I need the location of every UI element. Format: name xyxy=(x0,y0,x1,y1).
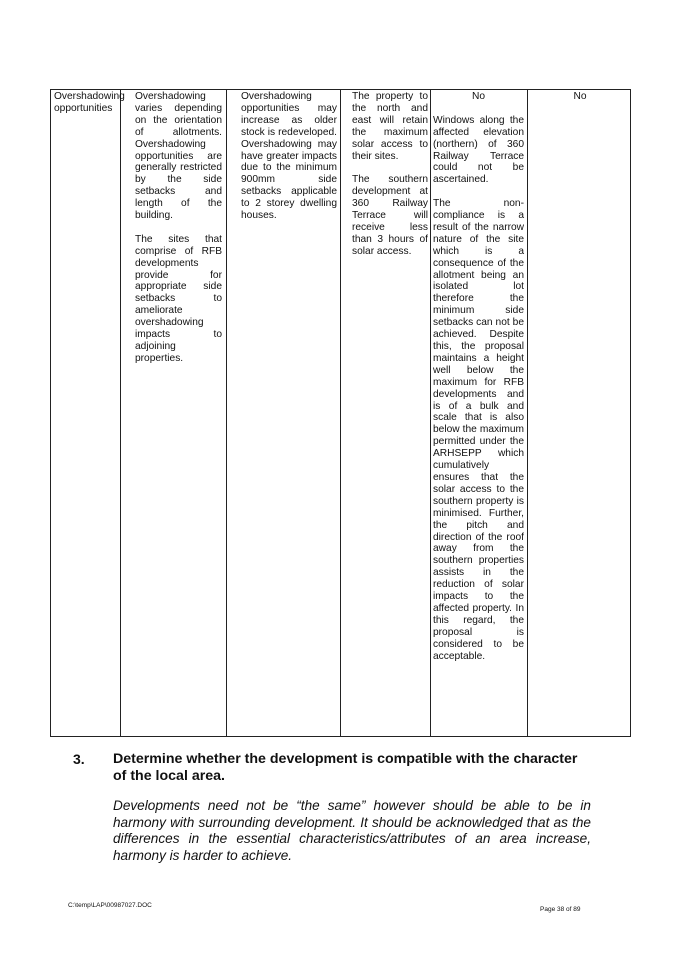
compliance-text-2: The non-compliance is a result of the narrow nature of the site which is a consequence of the allotment being an isolated lot therefore the minimum side setbacks can not be achieved. Despite this, the proposal maintains a height well below the maximum for RFB developments and is of a bulk and scale that is also below the maximum permitted under the ARHSEPP which cumulatively ensures that the solar access to the southern property is minimised. Further, the pitch and direction of the roof away from the southern properties assists in the reduction of solar impacts to the affected property. In this regard, the proposal is considered to be acceptable. xyxy=(433,198,524,662)
future-text: Overshadowing opportunities may increase as older stock is redeveloped. Overshadowing may have greater impacts due to the minimum 900mm side setbacks applicable to 2 storey dwelling houses. xyxy=(241,91,337,222)
column-divider xyxy=(226,90,227,736)
footer-page-number: Page 38 of 89 xyxy=(540,906,581,913)
column-divider xyxy=(527,90,528,736)
character-cell xyxy=(135,91,222,377)
section-body: Developments need not be “the same” however should be able to be in harmony with surrounding development. It should be acknowledged that as the differences in the essential characteristics/attributes of an area increase, harmony is harder to achieve. xyxy=(113,798,591,863)
assessment-table xyxy=(50,89,631,737)
final-text: No xyxy=(573,91,587,102)
character-text-1: Overshadowing varies depending on the orientation of allotments. Overshadowing opportunities are generally restricted by the side setbacks and length of the building. xyxy=(135,91,222,222)
compliance-text-1: Windows along the affected elevation (northern) of 360 Railway Terrace could not be ascertained. xyxy=(433,114,524,186)
section-number: 3. xyxy=(73,751,85,767)
final-cell xyxy=(531,91,629,103)
compliance-heading: No xyxy=(471,91,486,102)
section-heading: Determine whether the development is compatible with the character of the local area. xyxy=(113,751,578,784)
compliance-cell xyxy=(433,91,524,674)
proposal-text-2: The southern development at 360 Railway Terrace will receive less than 3 hours of solar access. xyxy=(352,174,428,257)
criterion-text: Overshadowing opportunities xyxy=(54,91,125,114)
criterion-cell xyxy=(54,91,125,115)
future-cell xyxy=(241,91,337,234)
proposal-cell xyxy=(352,91,428,270)
proposal-text-1: The property to the north and east will retain the maximum solar access to their sites. xyxy=(352,91,428,162)
character-text-2: The sites that comprise of RFB developments provide for appropriate side setbacks to ameliorate overshadowing impacts to adjoining properties. xyxy=(135,233,222,364)
column-divider xyxy=(120,90,121,736)
column-divider xyxy=(340,90,341,736)
footer-file-path: C:\temp\LAP\00987027.DOC xyxy=(68,902,152,909)
column-divider xyxy=(430,90,431,736)
